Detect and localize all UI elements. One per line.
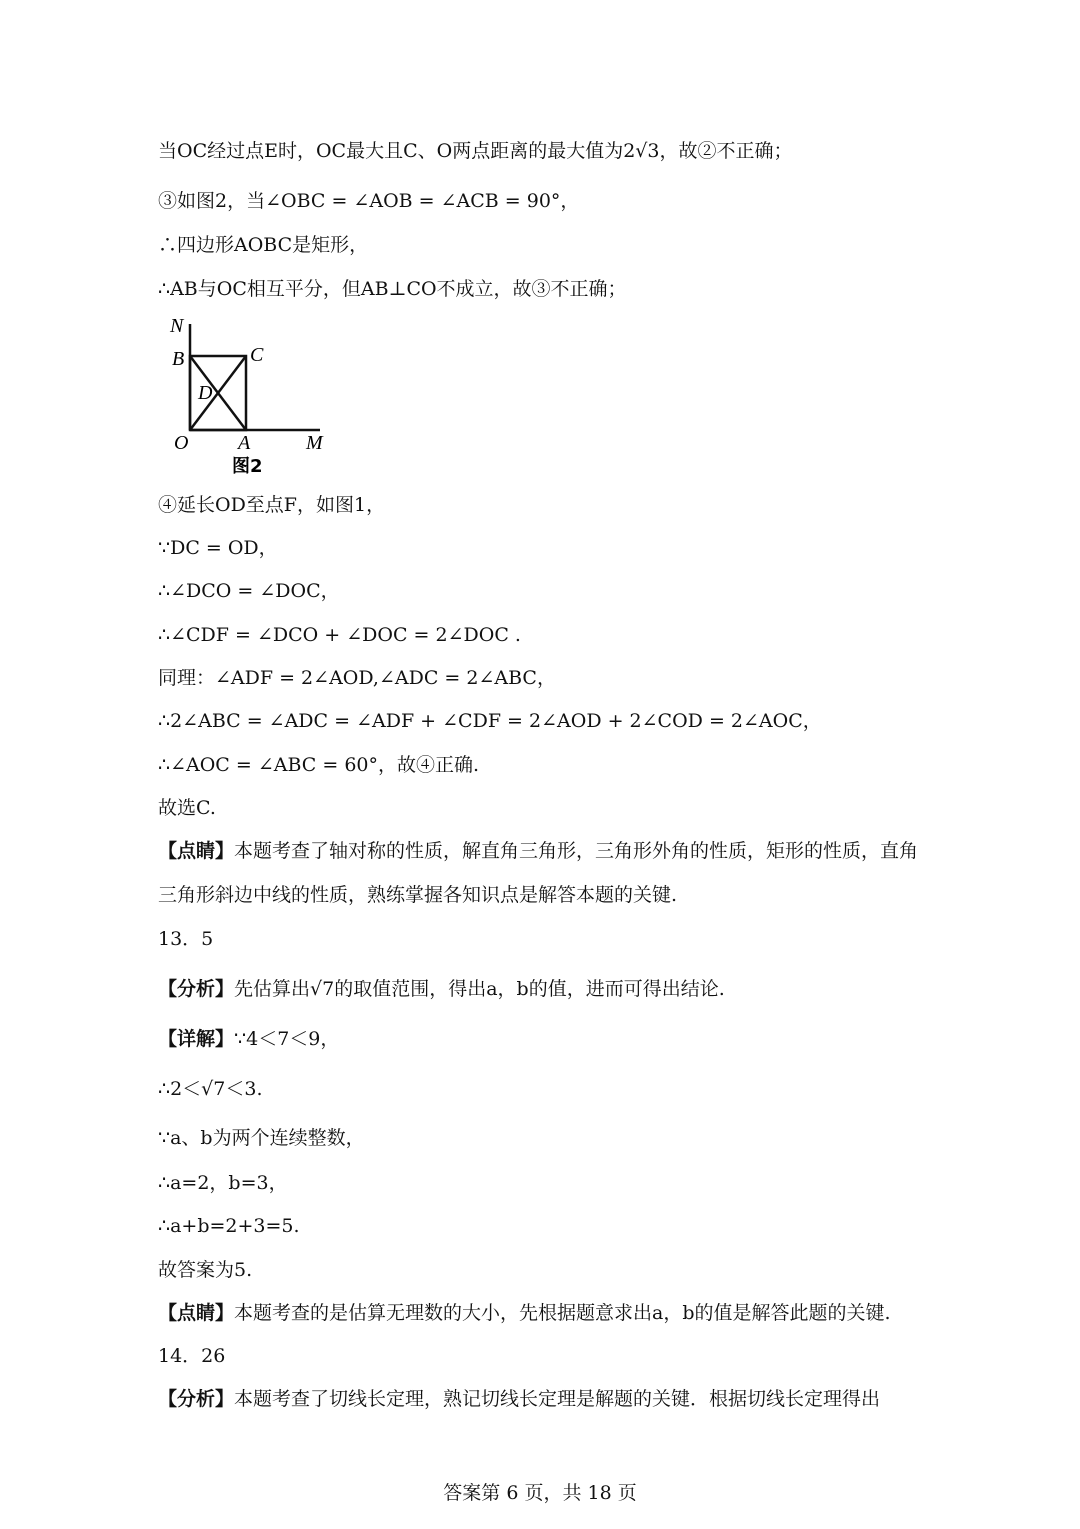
- question-number: 13．5: [158, 928, 214, 950]
- text-line: 故答案为5.: [158, 1259, 253, 1281]
- label-m: M: [306, 432, 323, 454]
- text-line: [158, 1386, 930, 1412]
- line-text: 先估算出√7的取值范围，得出a，b的值，进而可得出结论.: [234, 978, 725, 1000]
- label-b: B: [172, 348, 185, 370]
- text-line: 故选C.: [158, 797, 216, 819]
- text-line: ∴2∠ABC = ∠ADC = ∠ADF + ∠CDF = 2∠AOD + 2∠COD = 2∠AOC，: [158, 710, 822, 732]
- label-c: C: [250, 344, 264, 366]
- text-line: [158, 838, 930, 864]
- label-a: A: [238, 432, 251, 454]
- text-line: [158, 1300, 930, 1326]
- text-line: ∴2＜√7＜3.: [158, 1078, 263, 1100]
- tag-fenxi: 【分析】: [158, 1388, 235, 1410]
- text-line: 同理：∠ADF = 2∠AOD,∠ADC = 2∠ABC，: [158, 667, 556, 689]
- tag-dianjing: 【点睛】: [158, 840, 235, 862]
- label-n: N: [170, 315, 184, 337]
- tag-dianjing: 【点睛】: [158, 1302, 235, 1324]
- text-line: [158, 1026, 930, 1052]
- text-line: ∴∠AOC = ∠ABC = 60°，故④正确.: [158, 754, 480, 776]
- figure-2: [158, 312, 358, 482]
- line-text: 本题考查的是估算无理数的大小，先根据题意求出a，b的值是解答此题的关键.: [234, 1302, 891, 1324]
- label-o: O: [174, 432, 189, 454]
- page-footer: 答案第 6 页，共 18 页: [443, 1482, 637, 1504]
- text-line: ∴a=2，b=3，: [158, 1172, 288, 1194]
- line-text: 本题考查了切线长定理，熟记切线长定理是解题的关键．根据切线长定理得出: [234, 1388, 881, 1410]
- figure-caption: 图2: [232, 456, 263, 477]
- line-text: ∵4＜7＜9，: [234, 1028, 340, 1050]
- text-line: ∴∠CDF = ∠DCO + ∠DOC = 2∠DOC .: [158, 624, 521, 646]
- line-text: 本题考查了轴对称的性质，解直角三角形，三角形外角的性质，矩形的性质，直角: [234, 840, 919, 862]
- text-line: ∵a、b为两个连续整数，: [158, 1127, 365, 1149]
- rectangle-diagram: [158, 312, 358, 482]
- tag-fenxi: 【分析】: [158, 978, 235, 1000]
- text-line: ∵DC = OD，: [158, 537, 278, 559]
- text-line: ∴∠DCO = ∠DOC，: [158, 580, 340, 602]
- label-d: D: [198, 382, 213, 404]
- text-line: ∴a+b=2+3=5.: [158, 1215, 300, 1237]
- text-line: ③如图2，当∠OBC = ∠AOB = ∠ACB = 90°，: [158, 190, 580, 212]
- tag-xiangjie: 【详解】: [158, 1028, 235, 1050]
- question-number: 14．26: [158, 1345, 226, 1367]
- text-line: ④延长OD至点F，如图1，: [158, 494, 386, 516]
- text-line: ∴AB与OC相互平分，但AB⊥CO不成立，故③不正确；: [158, 278, 627, 300]
- text-line: [158, 976, 930, 1002]
- text-line: ∴四边形AOBC是矩形，: [158, 234, 369, 256]
- text-line: 三角形斜边中线的性质，熟练掌握各知识点是解答本题的关键.: [158, 884, 678, 906]
- text-line: 当OC经过点E时，OC最大且C、O两点距离的最大值为2√3，故②不正确；: [158, 140, 793, 162]
